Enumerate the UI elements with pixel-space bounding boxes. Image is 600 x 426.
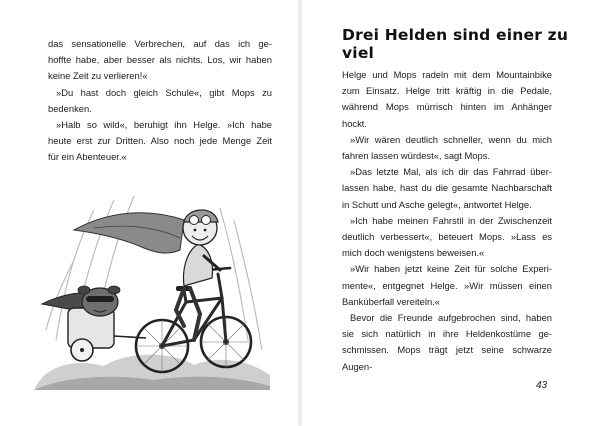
text-line: »Ich habe meinen Fahrstil in der Zwischenzeit (350, 214, 552, 226)
left-page-text (48, 36, 272, 166)
chapter-title: Drei Helden sind einer zu viel (342, 26, 569, 62)
text-line: »Das letzte Mal, als ich dir das Fahrrad über- (350, 166, 552, 178)
text-line: Bevor die Freunde aufgebrochen sind, haben (350, 312, 552, 324)
text-line: fahren lassen würdest«, sagt Mops. (342, 150, 490, 162)
text-line: Helge und Mops radeln mit dem Mountainbike (342, 69, 552, 80)
text-line: hoffte habe, aber besser als nichts. Los, wir haben (48, 54, 272, 66)
text-line: keine Zeit zu verlieren!« (48, 70, 148, 82)
text-line: zum Einsatz. Helge tritt kräftig in die Pedale, (342, 85, 552, 97)
text-line: hockt. (342, 117, 368, 129)
trailer-hitch (114, 336, 146, 338)
mops-eye-mask (86, 296, 114, 302)
text-line: in Schutt und Asche gelegt«, antwortet Helge. (342, 198, 532, 210)
text-line: heute erst zur Dritten. Also noch jede Menge Zeit (48, 135, 272, 147)
text-line: lassen habe, hast du die gesamte Nachbarschaft (342, 182, 552, 194)
text-line: bedenken. (48, 102, 92, 114)
right-page (300, 0, 600, 426)
text-line: »Du hast doch gleich Schule«, gibt Mops zu (56, 86, 272, 98)
text-line: »Halb so wild«, beruhigt ihn Helge. »Ich habe (56, 119, 272, 131)
illustration-superheroes-on-bike (34, 190, 270, 390)
text-line: schmissen. Mops trägt jetzt seine schwarze Augen- (342, 344, 552, 372)
right-page-text (342, 67, 552, 375)
text-line: »Wir haben jetzt keine Zeit für solche Experi- (350, 263, 552, 275)
text-line: sie sich natürlich in ihre Heldenkostüme ge- (342, 328, 552, 340)
text-line: Banküberfall vereiteln.« (342, 295, 440, 307)
text-line: während Mops mürrisch hinten im Anhänger (342, 101, 552, 113)
page-number: 43 (536, 380, 548, 391)
text-line: »Wir wären deutlich schneller, wenn du mich (350, 133, 552, 145)
text-line: für ein Abenteuer.« (48, 151, 127, 163)
helge-body (184, 244, 213, 286)
text-line: mich doch wenigstens beweisen.« (342, 247, 485, 259)
text-line: das sensationelle Verbrechen, auf das ich ge- (48, 38, 272, 49)
text-line: mente«, entgegnet Helge. »Wir müssen einen (342, 279, 552, 291)
text-line: deutlich verbessert«, beteuert Mops. »Lass es (342, 231, 552, 243)
bike-illustration-svg (34, 190, 270, 390)
